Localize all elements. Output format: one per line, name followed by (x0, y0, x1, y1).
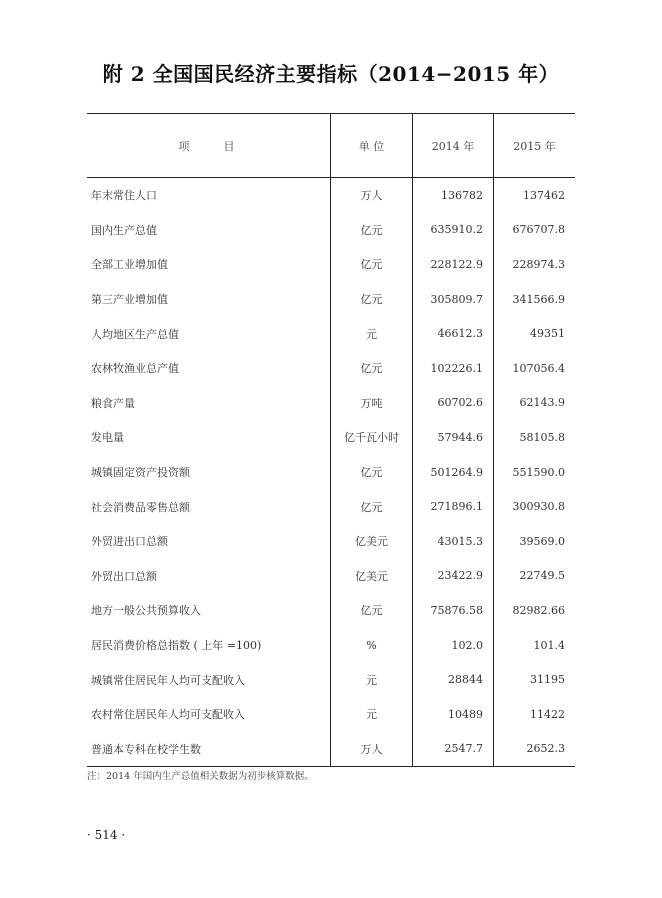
row-value-2015: 228974.3 (493, 247, 575, 282)
row-unit: 亿千瓦小时 (330, 420, 412, 455)
row-value-2014: 501264.9 (412, 455, 493, 490)
row-value-2014: 60702.6 (412, 386, 493, 421)
table-row (87, 732, 575, 767)
row-unit: 亿元 (330, 489, 412, 524)
table-row (87, 455, 575, 490)
row-unit: 万吨 (330, 386, 412, 421)
table-row (87, 524, 575, 559)
table-row (87, 593, 575, 628)
row-value-2014: 43015.3 (412, 524, 493, 559)
row-item: 城镇常住居民年人均可支配收入 (91, 673, 245, 687)
row-item: 国内生产总值 (91, 223, 157, 237)
row-value-2015: 107056.4 (493, 351, 575, 386)
row-item: 发电量 (91, 431, 124, 445)
row-item: 社会消费品零售总额 (91, 500, 190, 514)
row-value-2014: 10489 (412, 697, 493, 732)
row-value-2014: 46612.3 (412, 316, 493, 351)
row-unit: 元 (330, 697, 412, 732)
row-unit: 亿元 (330, 247, 412, 282)
indicators-table (87, 113, 575, 767)
row-value-2014: 228122.9 (412, 247, 493, 282)
row-value-2015: 82982.66 (493, 593, 575, 628)
row-value-2014: 136782 (412, 178, 493, 213)
table-row (87, 628, 575, 663)
table-row (87, 697, 575, 732)
table-row (87, 559, 575, 594)
row-unit: 亿元 (330, 213, 412, 248)
row-value-2014: 635910.2 (412, 213, 493, 248)
row-value-2014: 102.0 (412, 628, 493, 663)
table-row (87, 282, 575, 317)
header-2014: 2014 年 (412, 114, 493, 177)
row-value-2015: 31195 (493, 662, 575, 697)
row-item: 全部工业增加值 (91, 258, 168, 272)
row-value-2015: 101.4 (493, 628, 575, 663)
row-value-2014: 2547.7 (412, 732, 493, 767)
row-item: 普通本专科在校学生数 (91, 742, 201, 756)
row-unit: 亿美元 (330, 559, 412, 594)
table-row (87, 247, 575, 282)
table-row (87, 351, 575, 386)
row-item: 居民消费价格总指数 ( 上年 =100) (91, 639, 262, 653)
row-unit: 万人 (330, 732, 412, 767)
row-item: 城镇固定资产投资额 (91, 466, 190, 480)
row-value-2015: 11422 (493, 697, 575, 732)
row-value-2015: 2652.3 (493, 732, 575, 767)
row-value-2014: 75876.58 (412, 593, 493, 628)
row-value-2014: 305809.7 (412, 282, 493, 317)
page-number: · 514 · (87, 828, 126, 842)
header-item: 项 目 (178, 139, 239, 153)
table-row (87, 420, 575, 455)
header-unit: 单 位 (330, 114, 412, 177)
row-unit: 亿元 (330, 351, 412, 386)
row-unit: 亿元 (330, 593, 412, 628)
row-item: 人均地区生产总值 (91, 327, 179, 341)
table-body (87, 178, 575, 766)
table-row (87, 386, 575, 421)
table-header (87, 114, 575, 178)
row-value-2014: 271896.1 (412, 489, 493, 524)
row-value-2015: 22749.5 (493, 559, 575, 594)
row-value-2014: 28844 (412, 662, 493, 697)
table-row (87, 489, 575, 524)
row-value-2015: 676707.8 (493, 213, 575, 248)
row-item: 地方一般公共预算收入 (91, 604, 201, 618)
header-2015: 2015 年 (493, 114, 575, 177)
row-item: 外贸出口总额 (91, 569, 157, 583)
row-item: 外贸进出口总额 (91, 535, 168, 549)
row-unit: % (330, 628, 412, 663)
row-value-2015: 49351 (493, 316, 575, 351)
table-row (87, 662, 575, 697)
row-value-2015: 551590.0 (493, 455, 575, 490)
row-value-2015: 39569.0 (493, 524, 575, 559)
row-unit: 元 (330, 316, 412, 351)
row-value-2015: 58105.8 (493, 420, 575, 455)
row-value-2015: 62143.9 (493, 386, 575, 421)
row-item: 农村常住居民年人均可支配收入 (91, 708, 245, 722)
table-row (87, 213, 575, 248)
row-value-2014: 57944.6 (412, 420, 493, 455)
row-value-2014: 102226.1 (412, 351, 493, 386)
row-value-2015: 137462 (493, 178, 575, 213)
row-unit: 万人 (330, 178, 412, 213)
row-item: 第三产业增加值 (91, 293, 168, 307)
table-row (87, 178, 575, 213)
row-value-2014: 23422.9 (412, 559, 493, 594)
row-unit: 亿元 (330, 282, 412, 317)
row-unit: 亿元 (330, 455, 412, 490)
row-item: 农林牧渔业总产值 (91, 362, 179, 376)
table-row (87, 316, 575, 351)
footnote: 注：2014 年国内生产总值相关数据为初步核算数据。 (87, 771, 314, 782)
row-item: 年末常住人口 (91, 189, 157, 203)
row-unit: 亿美元 (330, 524, 412, 559)
row-item: 粮食产量 (91, 396, 135, 410)
page-title: 附 2 全国国民经济主要指标（2014−2015 年） (102, 62, 560, 86)
row-value-2015: 300930.8 (493, 489, 575, 524)
row-unit: 元 (330, 662, 412, 697)
row-value-2015: 341566.9 (493, 282, 575, 317)
